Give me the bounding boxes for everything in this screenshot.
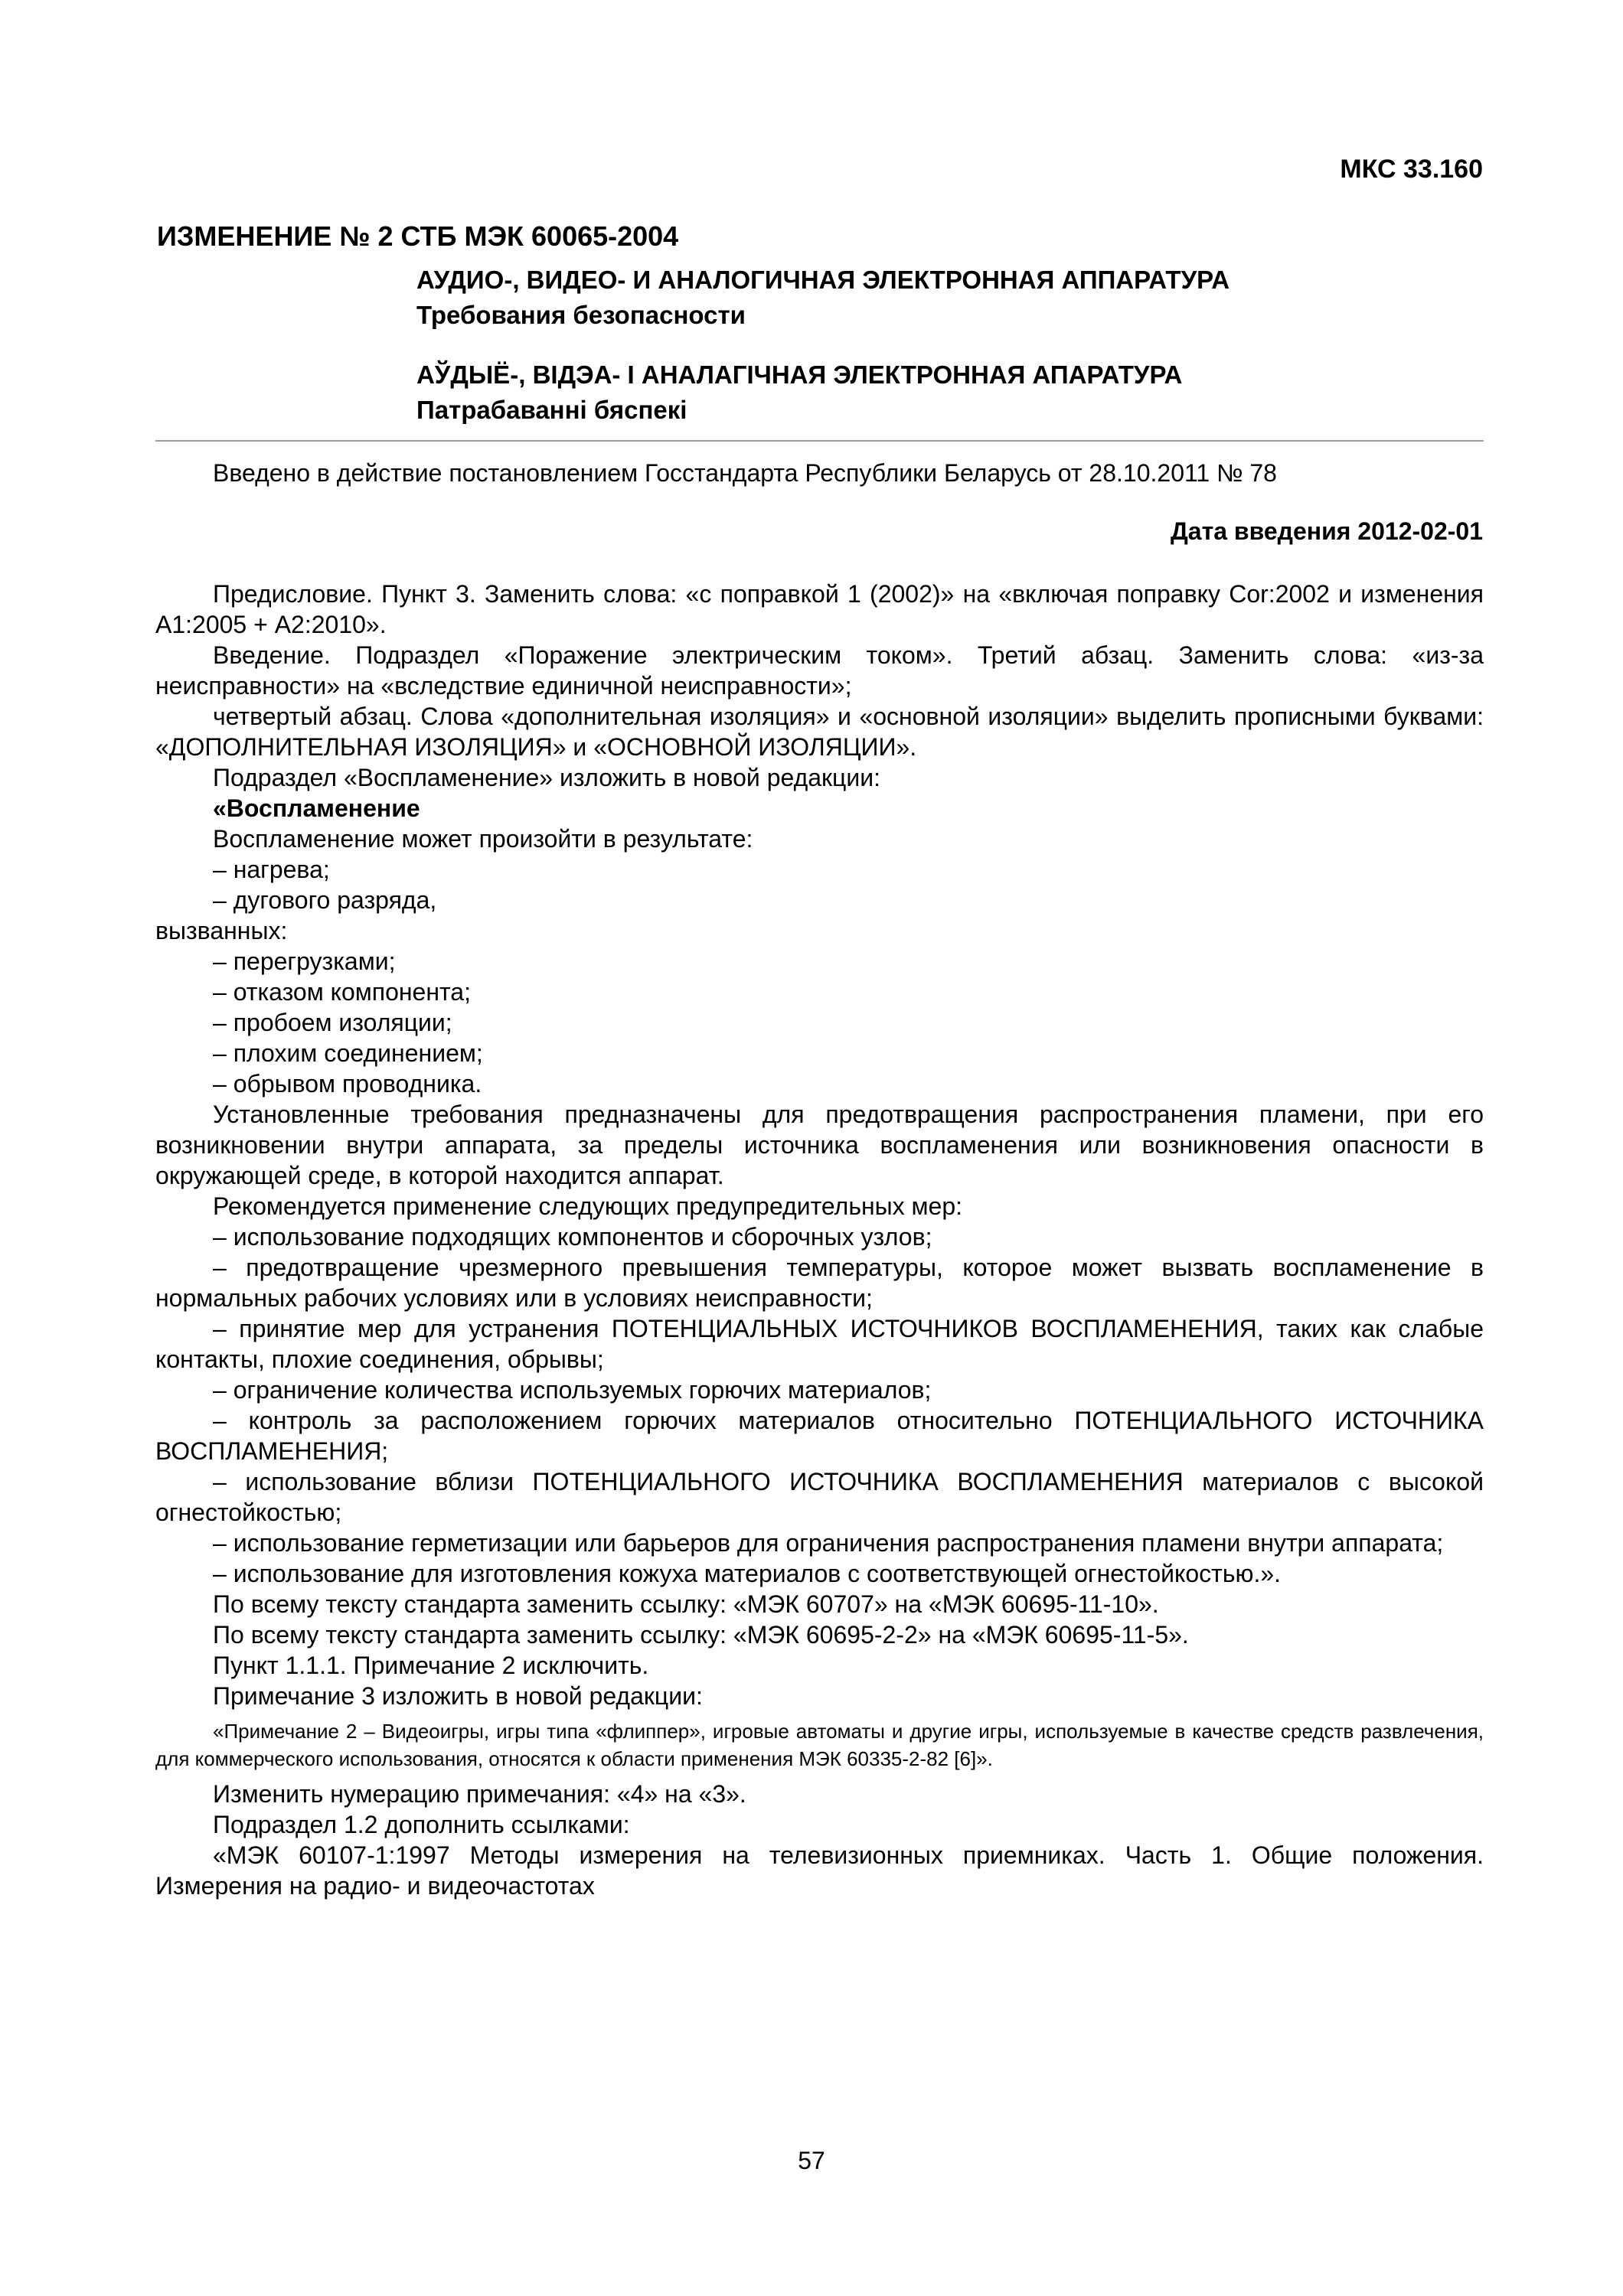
list-item: – использование вблизи ПОТЕНЦИАЛЬНОГО ИСТОЧНИКА ВОСПЛАМЕНЕНИЯ материалов с высокой огнестойкостью; xyxy=(155,1468,1484,1526)
paragraph: Воспламенение может произойти в результате: xyxy=(213,825,753,853)
list-item: – перегрузками; xyxy=(213,947,396,975)
list-item: – использование для изготовления кожуха материалов с соответствующей огнестойкостью.». xyxy=(213,1560,1282,1587)
paragraph: «МЭК 60107-1:1997 Методы измерения на телевизионных приемниках. Часть 1. Общие положения. Измерения на радио- и видеочастотах xyxy=(155,1841,1484,1900)
list-item: – отказом компонента; xyxy=(213,978,471,1006)
list-item: – плохим соединением; xyxy=(213,1039,483,1067)
introduction-date: Дата введения 2012-02-01 xyxy=(1170,517,1483,545)
paragraph: Введение. Подраздел «Поражение электрическим током». Третий абзац. Заменить слова: «из-за неисправности» на «вследствие единичной неисправности»; xyxy=(155,641,1484,700)
standard-title-ru xyxy=(416,263,1412,333)
amendment-title: ИЗМЕНЕНИЕ № 2 СТБ МЭК 60065-2004 xyxy=(157,220,679,252)
standard-title-by xyxy=(416,357,1412,428)
paragraph: По всему тексту стандарта заменить ссылку: «МЭК 60707» на «МЭК 60695-11-10». xyxy=(213,1590,1159,1618)
list-item: – предотвращение чрезмерного превышения температуры, которое может вызвать воспламенение в нормальных рабочих условиях или в условиях неисправности; xyxy=(155,1254,1484,1312)
list-item: – использование подходящих компонентов и сборочных узлов; xyxy=(213,1223,932,1251)
list-item: – ограничение количества используемых горючих материалов; xyxy=(213,1376,932,1404)
paragraph: Примечание 3 изложить в новой редакции: xyxy=(213,1682,703,1710)
note-text: «Примечание 2 – Видеоигры, игры типа «флиппер», игровые автоматы и другие игры, используемые в качестве средств развлечения, для коммерческого использования, относятся к области применения МЭК 60335-2-82 [6]». xyxy=(155,1720,1484,1770)
paragraph: Предисловие. Пункт 3. Заменить слова: «с поправкой 1 (2002)» на «включая поправку Cor:2002 и изменения А1:2005 + А2:2010». xyxy=(155,580,1484,638)
enactment-line: Введено в действие постановлением Госстандарта Республики Беларусь от 28.10.2011 № 78 xyxy=(213,459,1277,487)
paragraph: вызванных: xyxy=(155,917,288,944)
list-item: – пробоем изоляции; xyxy=(213,1009,452,1036)
mks-code: МКС 33.160 xyxy=(1340,155,1483,184)
list-item: – дугового разряда, xyxy=(213,886,437,914)
paragraph: Подраздел 1.2 дополнить ссылками: xyxy=(213,1811,630,1838)
paragraph: Установленные требования предназначены для предотвращения распространения пламени, при его возникновении внутри аппарата, за пределы источника воспламенения или возникновения опасности в окружающей среде, в которой находится аппарат. xyxy=(155,1101,1484,1189)
paragraph: Пункт 1.1.1. Примечание 2 исключить. xyxy=(213,1652,649,1679)
paragraph: Подраздел «Воспламенение» изложить в новой редакции: xyxy=(213,764,881,791)
paragraph: По всему тексту стандарта заменить ссылку: «МЭК 60695-2-2» на «МЭК 60695-11-5». xyxy=(213,1621,1189,1649)
section-heading: «Воспламенение xyxy=(213,794,420,822)
title-by: АЎДЫЁ-, ВІДЭА- І АНАЛАГІЧНАЯ ЭЛЕКТРОННАЯ АПАРАТУРА xyxy=(416,360,1183,389)
paragraph: Изменить нумерацию примечания: «4» на «3». xyxy=(213,1780,746,1808)
list-item: – обрывом проводника. xyxy=(213,1070,482,1097)
list-item: – использование герметизации или барьеров для ограничения распространения пламени внутри аппарата; xyxy=(213,1529,1444,1557)
paragraph: Рекомендуется применение следующих предупредительных мер: xyxy=(213,1192,963,1220)
document-body xyxy=(155,579,1484,1901)
subtitle-ru: Требования безопасности xyxy=(416,301,746,329)
list-item: – нагрева; xyxy=(213,856,330,883)
divider xyxy=(155,440,1484,442)
paragraph: четвертый абзац. Слова «дополнительная изоляция» и «основной изоляции» выделить прописными буквами: «ДОПОЛНИТЕЛЬНАЯ ИЗОЛЯЦИЯ» и «ОСНОВНОЙ ИЗОЛЯЦИИ». xyxy=(155,703,1484,761)
list-item: – контроль за расположением горючих материалов относительно ПОТЕНЦИАЛЬНОГО ИСТОЧНИКА ВОСПЛАМЕНЕНИЯ; xyxy=(155,1407,1484,1465)
title-ru: АУДИО-, ВИДЕО- И АНАЛОГИЧНАЯ ЭЛЕКТРОННАЯ АППАРАТУРА xyxy=(416,266,1230,294)
list-item: – принятие мер для устранения ПОТЕНЦИАЛЬНЫХ ИСТОЧНИКОВ ВОСПЛАМЕНЕНИЯ, таких как слабые контакты, плохие соединения, обрывы; xyxy=(155,1315,1484,1373)
page-number: 57 xyxy=(798,2147,825,2174)
subtitle-by: Патрабаванні бяспекі xyxy=(416,396,687,424)
